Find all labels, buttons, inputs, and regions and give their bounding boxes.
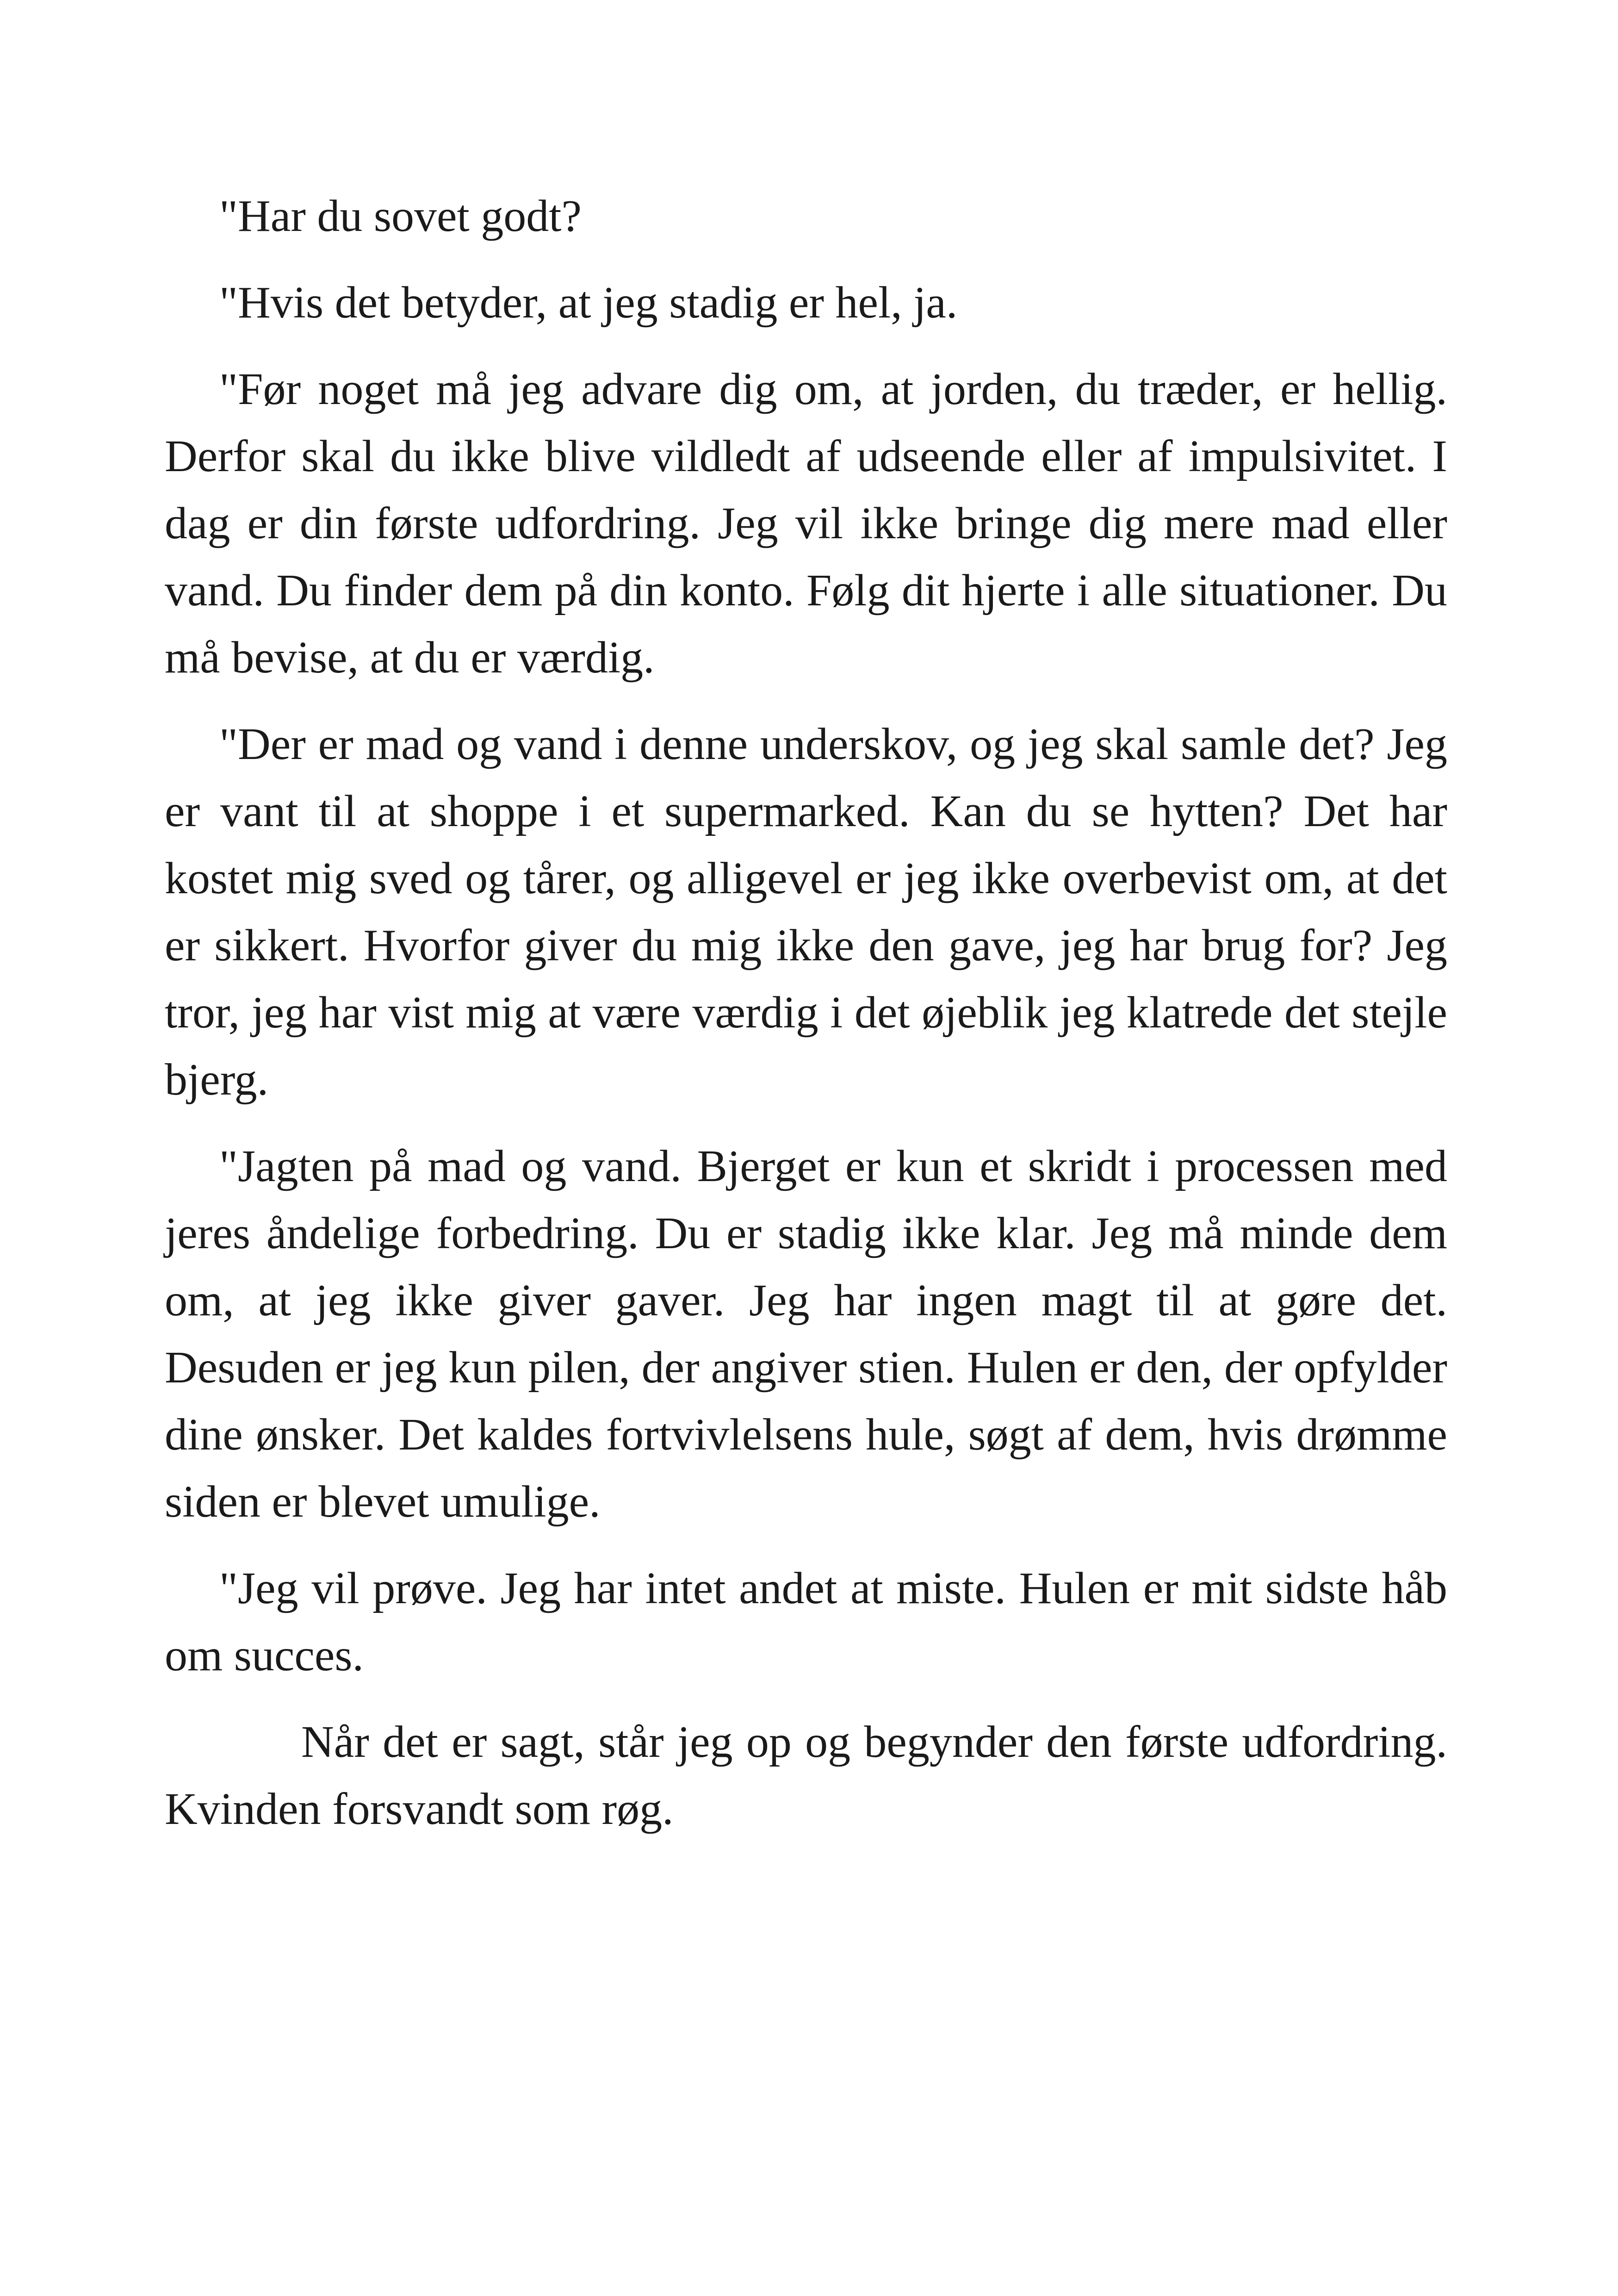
paragraph-1: "Har du sovet godt?	[219, 191, 582, 241]
paragraph-2: "Hvis det betyder, at jeg stadig er hel, ja.	[219, 278, 958, 328]
paragraph-5: "Jagten på mad og vand. Bjerget er kun et skridt i processen med jeres åndelige forbedring. Du er stadig ikke klar. Jeg må minde dem om, at jeg ikke giver gaver. Jeg har ingen magt til at gøre det. Desuden er jeg kun pilen, der angiver stien. Hulen er den, der opfylder dine ønsker. Det kaldes fortvivlelsens hule, søgt af dem, hvis drømme siden er blevet umulige.	[165, 1141, 1447, 1527]
paragraph-3: "Før noget må jeg advare dig om, at jorden, du træder, er hellig. Derfor skal du ikke blive vildledt af udseende eller af impulsivitet. I dag er din første udfordring. Jeg vil ikke bringe dig mere mad eller vand. Du finder dem på din konto. Følg dit hjerte i alle situationer. Du må bevise, at du er værdig.	[165, 364, 1447, 683]
paragraph-7: Når det er sagt, står jeg op og begynder den første udfordring. Kvinden forsvandt som røg.	[165, 1717, 1447, 1834]
body-text	[165, 183, 1447, 1862]
paragraph-6: "Jeg vil prøve. Jeg har intet andet at miste. Hulen er mit sidste håb om succes.	[165, 1563, 1447, 1680]
paragraph-4: "Der er mad og vand i denne underskov, og jeg skal samle det? Jeg er vant til at shoppe i et supermarked. Kan du se hytten? Det har kostet mig sved og tårer, og alligevel er jeg ikke overbevist om, at det er sikkert. Hvorfor giver du mig ikke den gave, jeg har brug for? Jeg tror, jeg har vist mig at være værdig i det øjeblik jeg klatrede det stejle bjerg.	[165, 719, 1447, 1105]
